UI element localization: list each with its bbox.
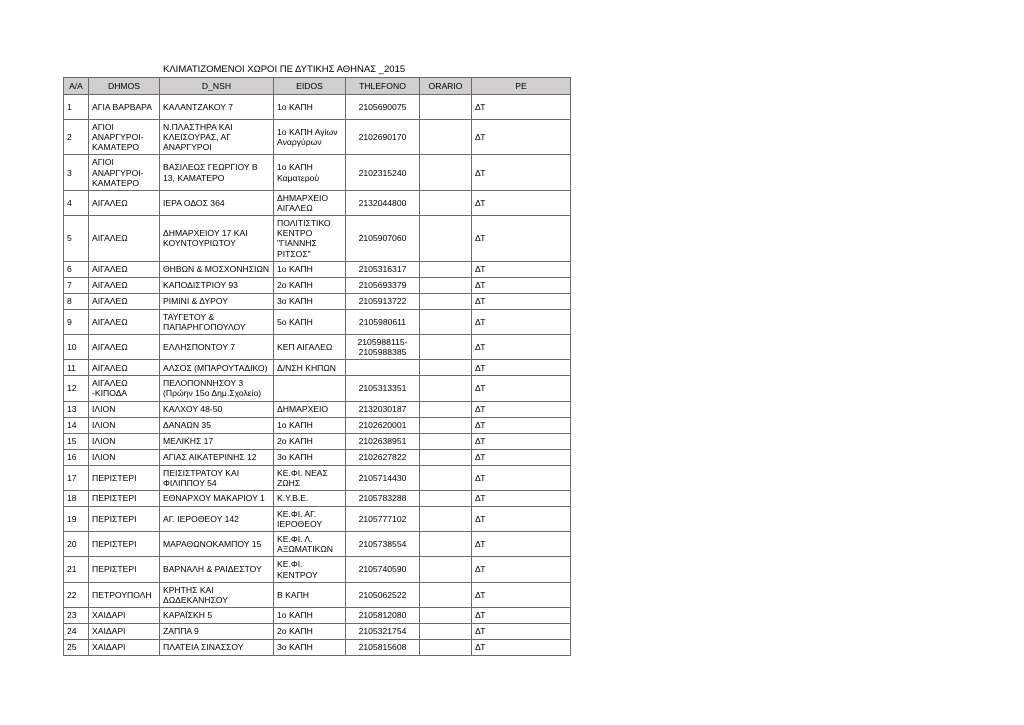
cell-orario — [420, 155, 472, 190]
cell-dnsh: ΒΑΣΙΛΕΩΣ ΓΕΩΡΓΙΟΥ Β 13, ΚΑΜΑΤΕΡΟ — [160, 155, 274, 190]
cell-orario — [420, 261, 472, 277]
cell-pe: ΔΤ — [472, 417, 571, 433]
cell-eidos: 1ο ΚΑΠΗ — [274, 261, 346, 277]
table-row — [64, 639, 571, 655]
cell-pe: ΔΤ — [472, 582, 571, 607]
cell-dhmos: ΑΙΓΑΛΕΩ — [89, 277, 160, 293]
table-row — [64, 449, 571, 465]
cell-pe: ΔΤ — [472, 401, 571, 417]
table-body — [64, 95, 571, 656]
cell-orario — [420, 120, 472, 155]
cell-dhmos: ΙΛΙΟΝ — [89, 401, 160, 417]
cell-dhmos: ΠΕΡΙΣΤΕΡΙ — [89, 506, 160, 531]
cell-orario — [420, 309, 472, 334]
cell-thlefono: 2102627822 — [346, 449, 420, 465]
cell-eidos: ΚΕ.ΦΙ. ΚΕΝΤΡΟΥ — [274, 557, 346, 582]
cell-aa: 18 — [64, 490, 89, 506]
cell-orario — [420, 557, 472, 582]
cell-thlefono: 2132030187 — [346, 401, 420, 417]
cell-eidos: ΚΕ.ΦΙ. ΑΓ. ΙΕΡΟΘΕΟΥ — [274, 506, 346, 531]
cell-pe: ΔΤ — [472, 261, 571, 277]
cell-orario — [420, 216, 472, 262]
table-row — [64, 376, 571, 401]
cell-pe: ΔΤ — [472, 639, 571, 655]
cell-dnsh: ΑΓ. ΙΕΡΟΘΕΟΥ 142 — [160, 506, 274, 531]
cell-eidos: 3ο ΚΑΠΗ — [274, 449, 346, 465]
table-row — [64, 433, 571, 449]
cell-dhmos: ΑΙΓΑΛΕΩ — [89, 334, 160, 359]
cell-eidos: 1ο ΚΑΠΗ — [274, 417, 346, 433]
cell-thlefono: 2105062522 — [346, 582, 420, 607]
cell-thlefono: 2105783288 — [346, 490, 420, 506]
cell-aa: 15 — [64, 433, 89, 449]
cell-dhmos: ΧΑΙΔΑΡΙ — [89, 607, 160, 623]
cell-orario — [420, 623, 472, 639]
cell-thlefono: 2105714430 — [346, 465, 420, 490]
column-header-aa: Α/Α — [64, 78, 89, 95]
cell-eidos: 3ο ΚΑΠΗ — [274, 293, 346, 309]
cell-dhmos: ΑΙΓΑΛΕΩ — [89, 261, 160, 277]
cell-dhmos: ΑΙΓΑΛΕΩ -ΚΙΠΟΔΑ — [89, 376, 160, 401]
cell-orario — [420, 360, 472, 376]
cell-dhmos: ΑΙΓΑΛΕΩ — [89, 216, 160, 262]
cell-dhmos: ΙΛΙΟΝ — [89, 433, 160, 449]
cell-dnsh: ΙΕΡΑ ΟΔΟΣ 364 — [160, 190, 274, 215]
cell-pe: ΔΤ — [472, 277, 571, 293]
cell-pe: ΔΤ — [472, 216, 571, 262]
cell-thlefono: 2105690075 — [346, 95, 420, 120]
cell-aa: 24 — [64, 623, 89, 639]
cell-eidos: ΚΕ.ΦΙ. Λ. ΑΞΩΜΑΤΙΚΩΝ — [274, 532, 346, 557]
cell-dnsh: ΜΑΡΑΘΩΝΟΚΑΜΠΟΥ 15 — [160, 532, 274, 557]
cell-aa: 2 — [64, 120, 89, 155]
cell-aa: 17 — [64, 465, 89, 490]
cell-pe: ΔΤ — [472, 309, 571, 334]
climate-spaces-table — [63, 77, 571, 656]
cell-pe: ΔΤ — [472, 376, 571, 401]
cell-thlefono: 2105988115-2105988385 — [346, 334, 420, 359]
cell-dnsh: ΘΗΒΩΝ & ΜΟΣΧΟΝΗΣΙΩΝ — [160, 261, 274, 277]
cell-pe: ΔΤ — [472, 334, 571, 359]
table-header-row — [64, 78, 571, 95]
cell-orario — [420, 95, 472, 120]
table-row — [64, 506, 571, 531]
cell-pe: ΔΤ — [472, 490, 571, 506]
cell-thlefono: 2132044800 — [346, 190, 420, 215]
cell-eidos: ΚΕΠ ΑΙΓΑΛΕΩ — [274, 334, 346, 359]
cell-orario — [420, 532, 472, 557]
cell-dhmos: ΙΛΙΟΝ — [89, 417, 160, 433]
cell-thlefono: 2105907060 — [346, 216, 420, 262]
table-row — [64, 401, 571, 417]
cell-dhmos: ΠΕΡΙΣΤΕΡΙ — [89, 557, 160, 582]
cell-aa: 1 — [64, 95, 89, 120]
cell-eidos: ΔΗΜΑΡΧΕΙΟ — [274, 401, 346, 417]
cell-orario — [420, 293, 472, 309]
cell-aa: 19 — [64, 506, 89, 531]
cell-thlefono: 2102690170 — [346, 120, 420, 155]
table-row — [64, 334, 571, 359]
cell-eidos: 2ο ΚΑΠΗ — [274, 623, 346, 639]
cell-aa: 20 — [64, 532, 89, 557]
cell-orario — [420, 277, 472, 293]
cell-dnsh: ΠΛΑΤΕΙΑ ΣΙΝΑΣΣΟΥ — [160, 639, 274, 655]
cell-pe: ΔΤ — [472, 190, 571, 215]
cell-eidos — [274, 376, 346, 401]
table-row — [64, 277, 571, 293]
table-row — [64, 582, 571, 607]
table-row — [64, 465, 571, 490]
cell-thlefono: 2102638951 — [346, 433, 420, 449]
column-header-dnsh: D_NSH — [160, 78, 274, 95]
cell-dhmos: ΠΕΡΙΣΤΕΡΙ — [89, 490, 160, 506]
cell-thlefono: 2105812080 — [346, 607, 420, 623]
cell-eidos: 5ο ΚΑΠΗ — [274, 309, 346, 334]
cell-pe: ΔΤ — [472, 506, 571, 531]
cell-pe: ΔΤ — [472, 433, 571, 449]
cell-orario — [420, 433, 472, 449]
cell-dnsh: ΠΕΙΣΙΣΤΡΑΤΟΥ ΚΑΙ ΦΙΛΙΠΠΟΥ 54 — [160, 465, 274, 490]
cell-orario — [420, 334, 472, 359]
cell-dhmos: ΑΙΓΑΛΕΩ — [89, 293, 160, 309]
cell-aa: 7 — [64, 277, 89, 293]
cell-thlefono: 2102315240 — [346, 155, 420, 190]
cell-dhmos: ΑΓΙΑ ΒΑΡΒΑΡΑ — [89, 95, 160, 120]
cell-pe: ΔΤ — [472, 607, 571, 623]
table-row — [64, 216, 571, 262]
cell-dhmos: ΠΕΤΡΟΥΠΟΛΗ — [89, 582, 160, 607]
cell-aa: 6 — [64, 261, 89, 277]
table-row — [64, 309, 571, 334]
cell-pe: ΔΤ — [472, 155, 571, 190]
cell-eidos: ΔΗΜΑΡΧΕΙΟ ΑΙΓΑΛΕΩ — [274, 190, 346, 215]
cell-pe: ΔΤ — [472, 623, 571, 639]
cell-thlefono: 2105913722 — [346, 293, 420, 309]
cell-aa: 11 — [64, 360, 89, 376]
cell-dhmos: ΧΑΙΔΑΡΙ — [89, 639, 160, 655]
cell-dnsh: ΕΘΝΑΡΧΟΥ ΜΑΚΑΡΙΟΥ 1 — [160, 490, 274, 506]
cell-dnsh: ΠΕΛΟΠΟΝΝΗΣΟΥ 3 (Πρώην 15ο Δημ.Σχολείο) — [160, 376, 274, 401]
column-header-eidos: EIDOS — [274, 78, 346, 95]
column-header-orario: ORARIO — [420, 78, 472, 95]
cell-aa: 23 — [64, 607, 89, 623]
cell-eidos: 1ο ΚΑΠΗ Καματερού — [274, 155, 346, 190]
table-row — [64, 190, 571, 215]
cell-orario — [420, 449, 472, 465]
cell-aa: 5 — [64, 216, 89, 262]
cell-thlefono: 2105316317 — [346, 261, 420, 277]
cell-dnsh: ΚΡΗΤΗΣ ΚΑΙ ΔΩΔΕΚΑΝΗΣΟΥ — [160, 582, 274, 607]
cell-thlefono: 2105815608 — [346, 639, 420, 655]
cell-eidos: 2ο ΚΑΠΗ — [274, 277, 346, 293]
cell-dnsh: ΖΑΠΠΑ 9 — [160, 623, 274, 639]
cell-dhmos: ΠΕΡΙΣΤΕΡΙ — [89, 532, 160, 557]
cell-dnsh: ΑΓΙΑΣ ΑΙΚΑΤΕΡΙΝΗΣ 12 — [160, 449, 274, 465]
cell-dhmos: ΑΓΙΟΙ ΑΝΑΡΓΥΡΟΙ- ΚΑΜΑΤΕΡΟ — [89, 155, 160, 190]
table-row — [64, 120, 571, 155]
cell-pe: ΔΤ — [472, 95, 571, 120]
cell-aa: 25 — [64, 639, 89, 655]
cell-orario — [420, 190, 472, 215]
cell-orario — [420, 401, 472, 417]
cell-pe: ΔΤ — [472, 557, 571, 582]
cell-eidos: 1ο ΚΑΠΗ Αγίων Αναργύρων — [274, 120, 346, 155]
table-row — [64, 293, 571, 309]
cell-dhmos: ΙΛΙΟΝ — [89, 449, 160, 465]
cell-thlefono: 2102620001 — [346, 417, 420, 433]
table-row — [64, 557, 571, 582]
cell-aa: 14 — [64, 417, 89, 433]
cell-eidos: 3ο ΚΑΠΗ — [274, 639, 346, 655]
cell-orario — [420, 582, 472, 607]
cell-orario — [420, 465, 472, 490]
cell-pe: ΔΤ — [472, 465, 571, 490]
cell-dnsh: ΔΗΜΑΡΧΕΙΟΥ 17 ΚΑΙ ΚΟΥΝΤΟΥΡΙΩΤΟΥ — [160, 216, 274, 262]
cell-orario — [420, 490, 472, 506]
cell-dnsh: Ν.ΠΛΑΣΤΗΡΑ ΚΑΙ ΚΛΕΙΣΟΥΡΑΣ, ΑΓ ΑΝΑΡΓΥΡΟΙ — [160, 120, 274, 155]
cell-dnsh: ΒΑΡΝΑΛΗ & ΡΑΙΔΕΣΤΟΥ — [160, 557, 274, 582]
cell-aa: 13 — [64, 401, 89, 417]
table-row — [64, 261, 571, 277]
cell-aa: 10 — [64, 334, 89, 359]
cell-aa: 8 — [64, 293, 89, 309]
cell-aa: 12 — [64, 376, 89, 401]
cell-orario — [420, 639, 472, 655]
cell-thlefono: 2105777102 — [346, 506, 420, 531]
cell-dnsh: ΜΕΛΙΚΗΣ 17 — [160, 433, 274, 449]
cell-dnsh: ΡΙΜΙΝΙ & ΔΥΡΟΥ — [160, 293, 274, 309]
cell-pe: ΔΤ — [472, 449, 571, 465]
table-row — [64, 490, 571, 506]
cell-orario — [420, 417, 472, 433]
table-row — [64, 623, 571, 639]
cell-orario — [420, 376, 472, 401]
cell-dhmos: ΠΕΡΙΣΤΕΡΙ — [89, 465, 160, 490]
cell-dhmos: ΑΙΓΑΛΕΩ — [89, 360, 160, 376]
cell-aa: 9 — [64, 309, 89, 334]
cell-pe: ΔΤ — [472, 360, 571, 376]
cell-eidos: ΚΕ.ΦΙ. ΝΕΑΣ ΖΩΗΣ — [274, 465, 346, 490]
cell-orario — [420, 506, 472, 531]
cell-pe: ΔΤ — [472, 532, 571, 557]
cell-dnsh: ΕΛΛΗΣΠΟΝΤΟΥ 7 — [160, 334, 274, 359]
cell-pe: ΔΤ — [472, 120, 571, 155]
cell-aa: 22 — [64, 582, 89, 607]
cell-eidos: Κ.Υ.Β.Ε. — [274, 490, 346, 506]
table-row — [64, 532, 571, 557]
cell-dhmos: ΧΑΙΔΑΡΙ — [89, 623, 160, 639]
table-row — [64, 417, 571, 433]
cell-dnsh: ΚΑΡΑΪΣΚΗ 5 — [160, 607, 274, 623]
cell-orario — [420, 607, 472, 623]
cell-dnsh: ΚΑΛΧΟΥ 48-50 — [160, 401, 274, 417]
cell-thlefono — [346, 360, 420, 376]
cell-eidos: 1ο ΚΑΠΗ — [274, 95, 346, 120]
table-row — [64, 360, 571, 376]
table-row — [64, 95, 571, 120]
cell-thlefono: 2105740590 — [346, 557, 420, 582]
cell-eidos: 2ο ΚΑΠΗ — [274, 433, 346, 449]
table-row — [64, 607, 571, 623]
cell-eidos: Β ΚΑΠΗ — [274, 582, 346, 607]
cell-dnsh: ΚΑΠΟΔΙΣΤΡΙΟΥ 93 — [160, 277, 274, 293]
cell-dhmos: ΑΙΓΑΛΕΩ — [89, 309, 160, 334]
cell-dhmos: ΑΓΙΟΙ ΑΝΑΡΓΥΡΟΙ- ΚΑΜΑΤΕΡΟ — [89, 120, 160, 155]
cell-aa: 21 — [64, 557, 89, 582]
cell-dnsh: ΚΑΛΑΝΤΖΑΚΟΥ 7 — [160, 95, 274, 120]
cell-thlefono: 2105321754 — [346, 623, 420, 639]
cell-aa: 4 — [64, 190, 89, 215]
cell-dnsh: ΑΛΣΟΣ (ΜΠΑΡΟΥΤΑΔΙΚΟ) — [160, 360, 274, 376]
cell-aa: 16 — [64, 449, 89, 465]
column-header-dhmos: DHMOS — [89, 78, 160, 95]
document-title: ΚΛΙΜΑΤΙΖΟΜΕΝΟΙ ΧΩΡΟΙ ΠΕ ΔΥΤΙΚΗΣ ΑΘΗΝΑΣ _2015 — [163, 64, 406, 75]
cell-dnsh: ΔΑΝΑΩΝ 35 — [160, 417, 274, 433]
cell-dhmos: ΑΙΓΑΛΕΩ — [89, 190, 160, 215]
table-row — [64, 155, 571, 190]
cell-thlefono: 2105738554 — [346, 532, 420, 557]
cell-eidos: 1ο ΚΑΠΗ — [274, 607, 346, 623]
cell-eidos: ΠΟΛΙΤΙΣΤΙΚΟ ΚΕΝΤΡΟ "ΓΙΑΝΝΗΣ ΡΙΤΣΟΣ" — [274, 216, 346, 262]
column-header-pe: PE — [472, 78, 571, 95]
cell-thlefono: 2105313351 — [346, 376, 420, 401]
cell-dnsh: ΤΑΥΓΕΤΟΥ & ΠΑΠΑΡΗΓΟΠΟΥΛΟΥ — [160, 309, 274, 334]
cell-thlefono: 2105693379 — [346, 277, 420, 293]
cell-thlefono: 2105980611 — [346, 309, 420, 334]
column-header-thlefono: THLEFONO — [346, 78, 420, 95]
cell-eidos: Δ/ΝΣΗ ΚΗΠΩΝ — [274, 360, 346, 376]
cell-pe: ΔΤ — [472, 293, 571, 309]
cell-aa: 3 — [64, 155, 89, 190]
